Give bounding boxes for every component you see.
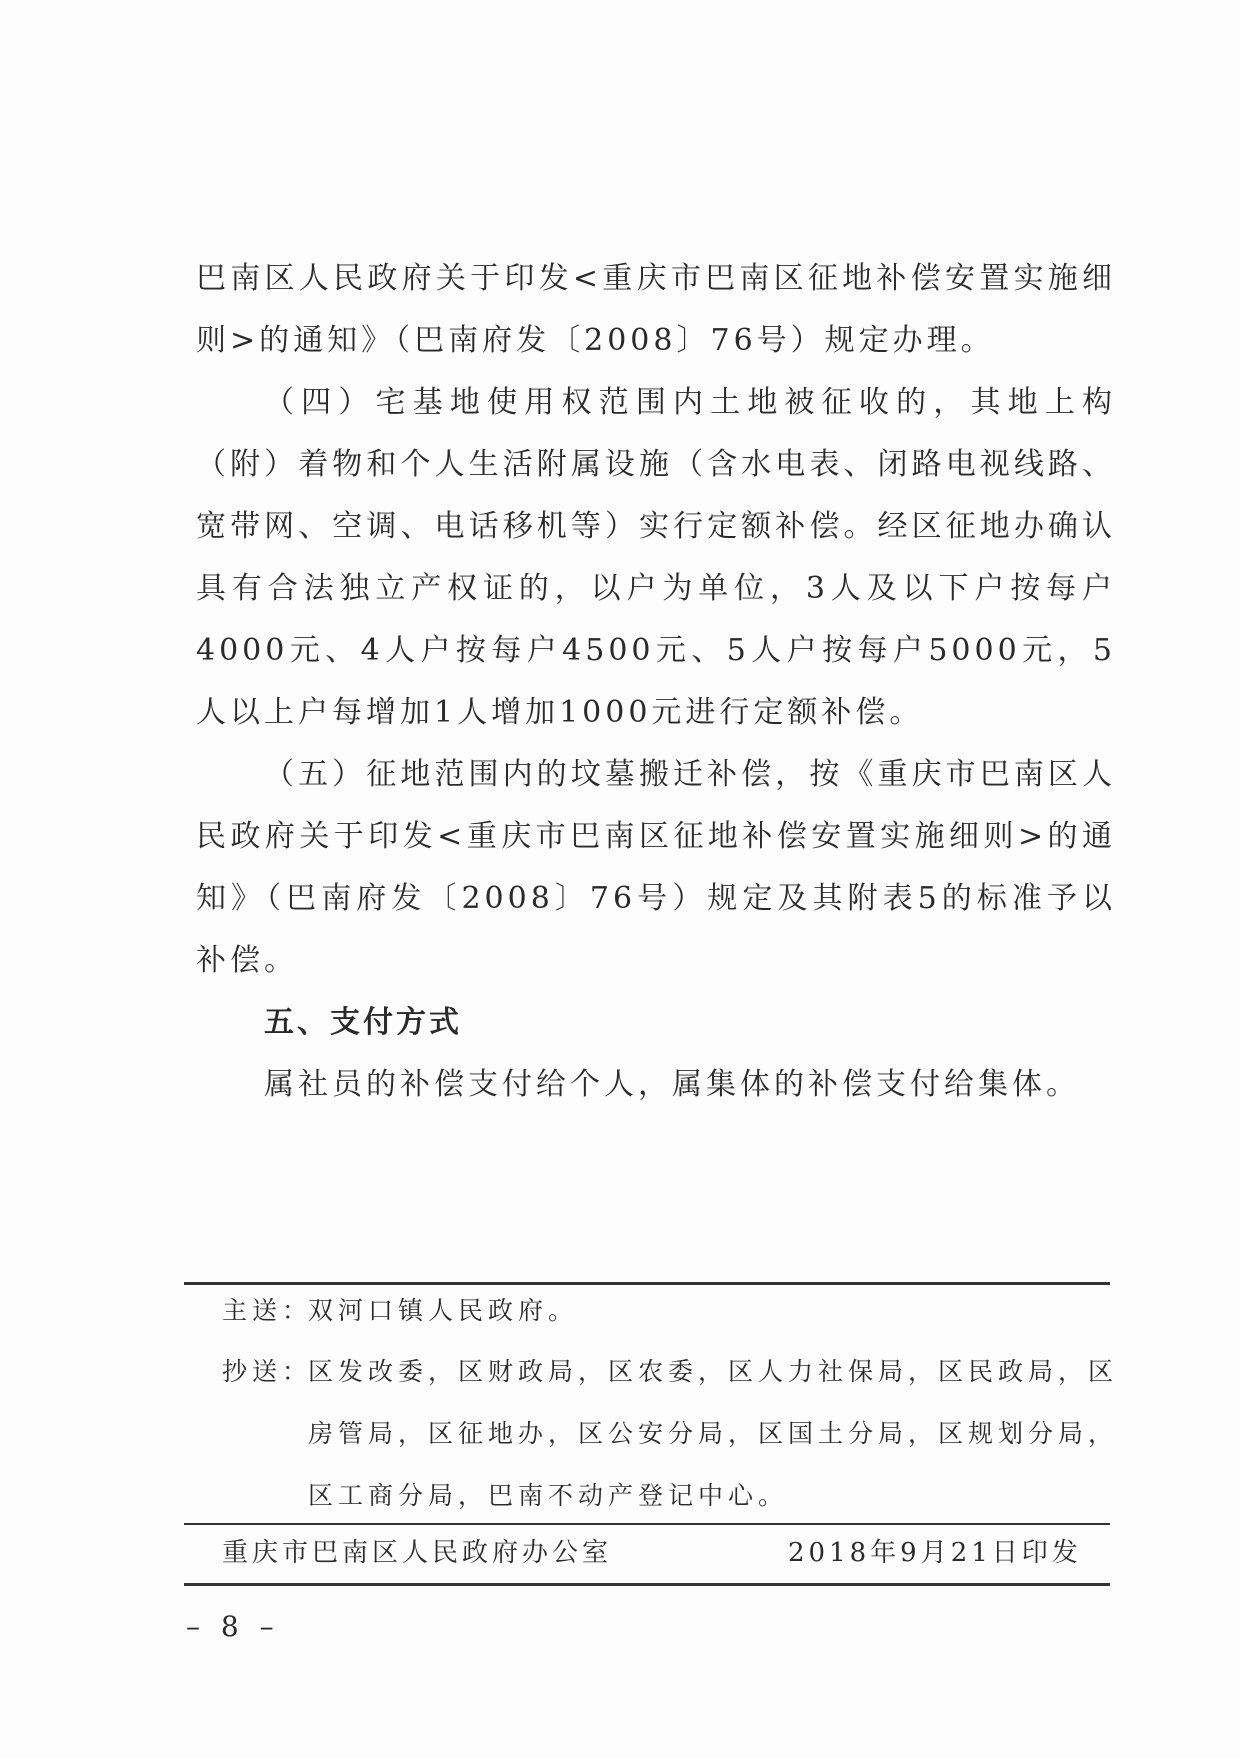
- main-recipient-value: 双河口镇人民政府。: [308, 1296, 579, 1325]
- body-paragraph: 属社员的补偿支付给个人，属集体的补偿支付给集体。: [264, 1067, 1080, 1102]
- divider-line: [184, 1523, 1110, 1525]
- divider-line: [184, 1583, 1110, 1586]
- cc-recipients-value: 区发改委，区财政局，区农委，区人力社保局，区民政局，区房管局，区征地办，区公安分局，区国土分局，区规划分局，区工商分局，巴南不动产登记中心。: [308, 1357, 1119, 1510]
- section-heading: 五、支付方式: [264, 1005, 462, 1040]
- body-paragraph: （五）征地范围内的坟墓搬迁补偿，按《重庆市巴南区人民政府关于印发<重庆市巴南区征地补偿安置实施细则>的通知》（巴南府发〔2008〕76号）规定及其附表5的标准予以补偿。: [196, 757, 1116, 978]
- body-paragraph: 巴南区人民政府关于印发<重庆市巴南区征地补偿安置实施细则>的通知》（巴南府发〔2008〕76号）规定办理。: [196, 261, 1116, 358]
- page-number: – 8 –: [186, 1610, 280, 1643]
- main-recipient-label: 主送：: [222, 1296, 313, 1325]
- issue-date: 2018年9月21日印发: [788, 1538, 1082, 1568]
- cc-recipients-label: 抄送：: [222, 1357, 313, 1386]
- body-paragraph: （四）宅基地使用权范围内土地被征收的，其地上构（附）着物和个人生活附属设施（含水电表、闭路电视线路、宽带网、空调、电话移机等）实行定额补偿。经区征地办确认具有合法独立产权证的，以户为单位，3人及以下户按每户4000元、4人户按每户4500元、5人户按每户5000元，5人以上户每增加1人增加1000元进行定额补偿。: [196, 385, 1116, 730]
- issuing-office: 重庆市巴南区人民政府办公室: [222, 1538, 613, 1568]
- document-body: [196, 248, 1116, 1116]
